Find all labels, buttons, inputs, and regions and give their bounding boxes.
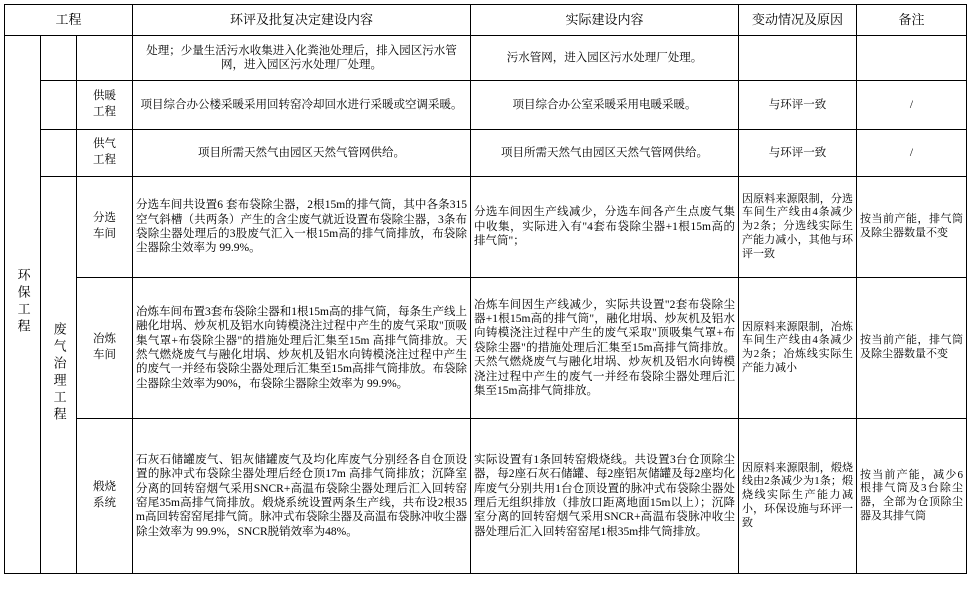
table-row [5,130,967,177]
cell-change-5: 因原料来源限制，冶炼车间生产线由4条减少为2条；冶炼线实际生产能力减小 [739,278,857,419]
construction-comparison-table [4,4,967,574]
cell-blank-b3 [41,130,77,177]
cell-actual-content-5: 冶炼车间因生产线减少，实际共设置"2套布袋除尘器+1根15m高的排气筒"，融化坩埚、炒灰机及铝水向铸模浇注过程中产生的废气采取"顶吸集气罩+布袋除尘器"的措施处理后汇集至15m高排气筒排放。天然气燃烧废气与融化坩埚、炒灰机及铝水向铸模浇注过程中产生的废气一并经布袋除尘器处理后汇集至15m高排气筒排放。 [471,278,739,419]
table-row [5,419,967,574]
header-cell-eia-content: 环评及批复决定建设内容 [133,5,471,36]
row-group-label-waste-gas-treatment: 废气治理工程 [41,177,77,574]
cell-change-1 [739,36,857,81]
cell-blank-b2 [41,81,77,130]
cell-remark-6: 按当前产能，减少6根排气筒及3台除尘器，全部为仓顶除尘器及其排气筒 [857,419,967,574]
cell-subproject-gas: 供气 工程 [77,130,133,177]
table-row [5,278,967,419]
cell-subproject-smelting-workshop: 冶炼 车间 [77,278,133,419]
cell-blank-c1 [77,36,133,81]
cell-subproject-heating: 供暖 工程 [77,81,133,130]
cell-eia-content-5: 冶炼车间布置3套布袋除尘器和1根15m高的排气筒，每条生产线上融化坩埚、炒灰机及铝水向铸模浇注过程中产生的废气采取"顶吸集气罩+布袋除尘器"的措施处理后汇集至15m 高排气筒排放。天然气燃烧废气与融化坩埚、炒灰机及铝水向铸模浇注过程中产生的废气一并经布袋除尘器处理后汇集至15m高排气筒排放。布袋除尘器除尘效率为90%，布袋除尘器除尘效率为 99.9%。 [133,278,471,419]
cell-change-6: 因原料来源限制，煅烧线由2条减少为1条；煅烧线实际生产能力减小，环保设施与环评一致 [739,419,857,574]
cell-actual-content-1: 污水管网，进入园区污水处理厂处理。 [471,36,739,81]
cell-eia-content-1: 处理；少量生活污水收集进入化粪池处理后，排入园区污水管网，进入园区污水处理厂处理。 [133,36,471,81]
table-row [5,177,967,278]
table-row [5,36,967,81]
header-cell-remark: 备注 [857,5,967,36]
cell-change-4: 因原料来源限制，分选车间生产线由4条减少为2条；分选线实际生产能力减小，其他与环评一致 [739,177,857,278]
table-row [5,81,967,130]
cell-change-3: 与环评一致 [739,130,857,177]
cell-subproject-calcination-system: 煅烧 系统 [77,419,133,574]
header-cell-actual-content: 实际建设内容 [471,5,739,36]
cell-eia-content-4: 分选车间共设置6 套布袋除尘器，2根15m的排气筒，其中各条315空气斜槽（共两条）产生的含尘废气就近设置布袋除尘器，3条布袋除尘器处理后的3股废气汇入一根15m高的排气筒排放，布袋除尘器除尘效率为 99.9%。 [133,177,471,278]
cell-remark-5: 按当前产能，排气筒及除尘器数量不变 [857,278,967,419]
table-header-row [5,5,967,36]
cell-actual-content-3: 项目所需天然气由园区天然气管网供给。 [471,130,739,177]
cell-actual-content-4: 分选车间因生产线减少，分选车间各产生点废气集中收集，实际进入有"4套布袋除尘器+1根15m高的排气筒"； [471,177,739,278]
document-sheet [4,4,966,574]
cell-blank-b1 [41,36,77,81]
cell-eia-content-3: 项目所需天然气由园区天然气管网供给。 [133,130,471,177]
cell-eia-content-2: 项目综合办公楼采暖采用回转窑冷却回水进行采暖或空调采暖。 [133,81,471,130]
header-cell-change-reason: 变动情况及原因 [739,5,857,36]
cell-subproject-sorting-workshop: 分选 车间 [77,177,133,278]
cell-change-2: 与环评一致 [739,81,857,130]
cell-remark-2: / [857,81,967,130]
cell-remark-3: / [857,130,967,177]
cell-eia-content-6: 石灰石储罐废气、铝灰储罐废气及均化库废气分别经各自仓顶设置的脉冲式布袋除尘器处理后经仓顶17m 高排气筒排放；沉降室分离的回转窑烟气采用SNCR+高温布袋除尘器处理后汇入回转窑窑尾35m高排气筒排放。煅烧系统设置两条生产线，共布设2根35m高回转窑窑尾排气筒。脉冲式布袋除尘器及高温布袋脉冲收尘器除尘效率为 99.9%，SNCR脱销效率为48%。 [133,419,471,574]
cell-actual-content-6: 实际设置有1条回转窑煅烧线。共设置3台仓顶除尘器，每2座石灰石储罐、每2座铝灰储罐及每2座均化库废气分别共用1台仓顶设置的脉冲式布袋除尘器处理后无组织排放（排放口距离地面15m以上）；沉降室分离的回转窑烟气采用SNCR+高温布袋脉冲收尘器处理后汇入回转窑窑尾1根35m排气筒排放。 [471,419,739,574]
row-group-label-environmental-works: 环保工程 [5,36,41,574]
cell-remark-4: 按当前产能，排气筒及除尘器数量不变 [857,177,967,278]
cell-remark-1 [857,36,967,81]
header-cell-project: 工程 [5,5,133,36]
cell-actual-content-2: 项目综合办公室采暖采用电暖采暖。 [471,81,739,130]
